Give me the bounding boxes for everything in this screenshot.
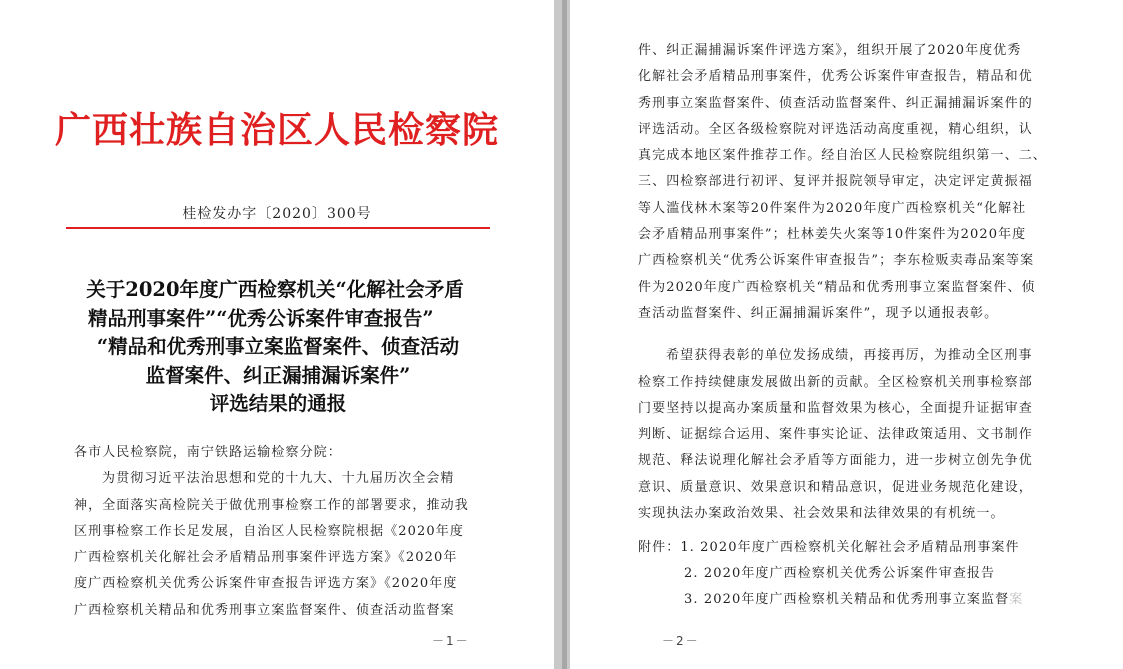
body-line: 查活动监督案件、纠正漏捕漏诉案件”，现予以通报表彰。 [638, 305, 999, 321]
notice-title [58, 276, 498, 419]
document-page-1 [0, 0, 554, 669]
body-line: 件为2020年度广西检察机关“精品和优秀刑事立案监督案件、侦 [638, 279, 1036, 295]
body-line: 会矛盾精品刑事案件”；杜林姜失火案等10件案件为2020年度 [638, 227, 1027, 243]
body-line: 广西检察机关精品和优秀刑事立案监督案件、侦查活动监督案 [74, 602, 455, 618]
body-line: 判断、证据综合运用、案件事实论证、法律政策适用、文书制作 [638, 427, 1033, 443]
body-line: 广西检察机关化解社会矛盾精品刑事案件评选方案》《2020年 [74, 550, 458, 566]
notice-title-line: “精品和优秀刑事立案监督案件、侦查活动 [96, 335, 460, 358]
body-line: 规范、释法说理化解社会矛盾等方面能力，进一步树立创先争优 [638, 453, 1033, 469]
body-line: 门要坚持以提高办案质量和监督效果为核心，全面提升证据审查 [638, 400, 1033, 416]
body-line: 实现执法办案政治效果、社会效果和法律效果的有机统一。 [638, 506, 1005, 522]
attachment-text-faded: 案 [1009, 592, 1024, 607]
body-line: 神，全面落实高检院关于做优刑事检察工作的部署要求，推动我 [74, 497, 469, 513]
document-number: 桂检发办字〔2020〕300号 [182, 206, 372, 222]
page1-body [74, 440, 500, 624]
notice-title-line: 关于2020年度广西检察机关“化解社会矛盾 [86, 278, 464, 301]
body-line: 真完成本地区案件推荐工作。经自治区人民检察院组织第一、二、 [638, 148, 1047, 164]
body-line: 检察工作持续健康发展做出新的贡献。全区检察机关刑事检察部 [638, 374, 1033, 390]
addressee-line: 各市人民检察院，南宁铁路运输检察分院： [74, 445, 342, 460]
attachment-text: 3. 2020年度广西检察机关精品和优秀刑事立案监督 [684, 592, 1010, 607]
body-line: 为贯彻习近平法治思想和党的十九大、十九届历次全会精 [102, 471, 455, 487]
attachment-item: 2. 2020年度广西检察机关优秀公诉案件审查报告 [684, 566, 996, 581]
body-line: 意识、质量意识、效果意识和精品意识，促进业务规范化建设， [638, 479, 1033, 495]
notice-title-line: 精品刑事案件”“优秀公诉案件审查报告” [88, 306, 434, 330]
body-line: 希望获得表彰的单位发扬成绩，再接再厉，为推动全区刑事 [666, 348, 1033, 364]
attachments-list [638, 535, 1078, 613]
body-line: 等人滥伐林木案等20件案件为2020年度广西检察机关“化解社 [638, 200, 1027, 216]
document-page-2 [570, 0, 1123, 669]
attachment-item [638, 587, 1078, 613]
body-line: 度广西检察机关优秀公诉案件审查报告评选方案》《2020年度 [74, 576, 458, 592]
page-number: －2－ [662, 634, 700, 648]
page2-body [638, 38, 1068, 527]
attachment-item [638, 535, 1078, 561]
page-separator-bar [562, 0, 567, 669]
attachment-text: 1. 2020年度广西检察机关化解社会矛盾精品刑事案件 [680, 540, 1020, 555]
attachments-label: 附件： [638, 540, 681, 555]
red-header-divider [66, 227, 490, 229]
page-number: －1－ [432, 634, 470, 648]
notice-title-line: 监督案件、纠正漏捕漏诉案件” [145, 363, 411, 387]
body-line: 评选活动。全区各级检察院对评选活动高度重视，精心组织，认 [638, 121, 1033, 137]
body-line: 件、纠正漏捕漏诉案件评选方案》，组织开展了2020年度优秀 [638, 43, 1022, 58]
body-line: 区刑事检察工作长足发展，自治区人民检察院根据《2020年度 [74, 523, 464, 539]
issuing-organization-title: 广西壮族自治区人民检察院 [54, 109, 499, 151]
body-line: 广西检察机关“优秀公诉案件审查报告”；李东检贩卖毒品案等案 [638, 253, 1035, 269]
body-line: 秀刑事立案监督案件、侦查活动监督案件、纠正漏捕漏诉案件的 [638, 95, 1033, 111]
body-line: 三、四检察部进行初评、复评并报院领导审定，决定评定黄振福 [638, 174, 1033, 190]
body-line: 化解社会矛盾精品刑事案件，优秀公诉案件审查报告，精品和优 [638, 69, 1033, 85]
paragraph-gap [638, 327, 1068, 343]
notice-title-line: 评选结果的通报 [209, 392, 347, 415]
